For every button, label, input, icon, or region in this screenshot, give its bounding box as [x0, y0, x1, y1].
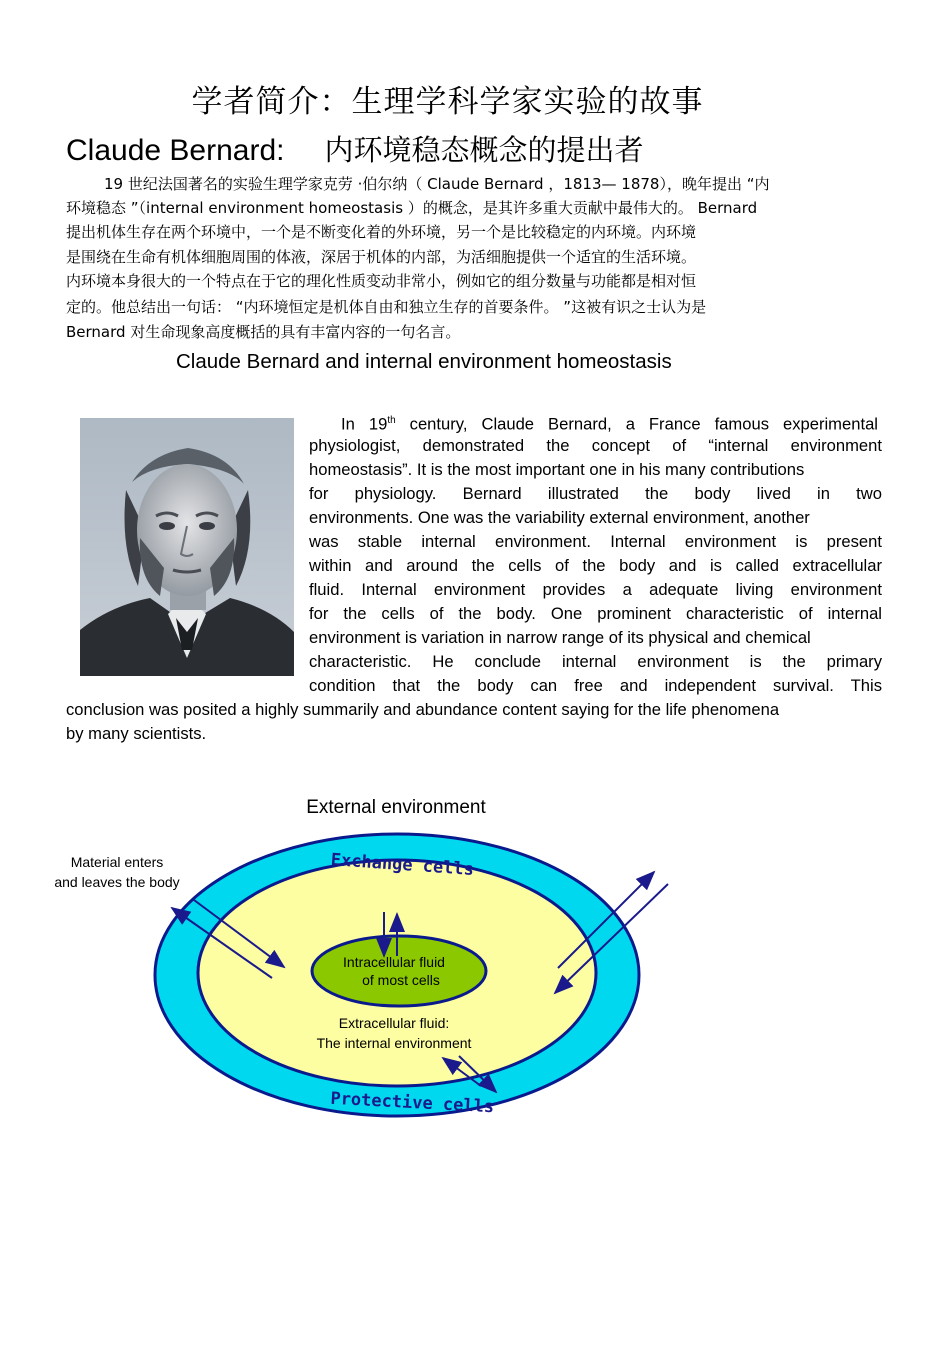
en-para-line-14: by many scientists.: [66, 724, 207, 743]
en-para-line-9: for the cells of the body. One prominent characteristic of internal: [309, 604, 882, 623]
intracellular-label-2: of most cells: [362, 972, 440, 988]
en-para-line-4: for physiology. Bernard illustrated the body lived in two: [309, 484, 882, 503]
en-para-line-5: environments. One was the variability external environment, another: [309, 508, 810, 527]
extracellular-label-2: The internal environment: [316, 1035, 472, 1051]
en-para-line-12: condition that the body can free and independent survival. This: [309, 676, 882, 695]
extracellular-label-1: Extracellular fluid:: [338, 1015, 450, 1031]
en-para-line-6: was stable internal environment. Internal environment is present: [309, 532, 882, 551]
intracellular-label-1: Intracellular fluid: [343, 954, 445, 970]
en-para-line-2: physiologist, demonstrated the concept of “internal environment: [309, 436, 882, 455]
en-para-line-8: fluid. Internal environment provides a adequate living environment: [309, 580, 882, 599]
intro-cn-line-4: 是围绕在生命有机体细胞周围的体液，深居于机体的内部，为活细胞提供一个适宜的生活环境。: [66, 248, 697, 266]
en-para-line-10: environment is variation in narrow range of its physical and chemical: [309, 628, 811, 647]
subtitle: [66, 128, 643, 169]
en-para-line-13: conclusion was posited a highly summarily and abundance content saying for the life phenomena: [66, 700, 780, 719]
intro-cn-line-2: 环境稳态 ”（internal environment homeostasis ）的概念，是其许多重大贡献中最伟大的。 Bernard: [66, 199, 758, 217]
en-para-line-11: characteristic. He conclude internal environment is the primary: [309, 652, 882, 671]
intro-cn-line-5: 内环境本身很大的一个特点在于它的理化性质变动非常小，例如它的组分数量与功能都是相对恒: [66, 272, 697, 290]
exchange-cells-label: Exchange cells: [330, 850, 475, 880]
external-environment-label: External environment: [306, 797, 486, 818]
material-label-1: Material enters: [70, 854, 164, 870]
page-title: 学者简介：生理学科学家实验的故事: [191, 84, 704, 120]
intracellular-fluid-area: [312, 936, 486, 1006]
protective-cells-label: Protective cells: [329, 1088, 495, 1118]
subtitle-cn: 内环境稳态概念的提出者: [324, 133, 644, 167]
intro-cn-line-1: 19 世纪法国著名的实验生理学家克劳 ·伯尔纳（ Claude Bernard ，1813— 1878），晚年提出 “内: [104, 175, 770, 193]
homeostasis-diagram: [40, 790, 700, 1130]
material-label-2: and leaves the body: [54, 874, 180, 890]
en-para-line-3: homeostasis”. It is the most important one in his many contributions: [309, 460, 805, 479]
intro-cn-line-3: 提出机体生存在两个环境中，一个是不断变化着的外环境，另一个是比较稳定的内环境。内环境: [66, 223, 697, 241]
section-heading: Claude Bernard and internal environment homeostasis: [176, 350, 672, 373]
en-para-line-7: within and around the cells of the body and is called extracellular: [309, 556, 882, 575]
en-para-line-1: In 19th century, Claude Bernard, a France famous experimental: [341, 414, 878, 434]
intro-cn-line-6: 定的。他总结出一句话： “内环境恒定是机体自由和独立生存的首要条件。 ”这被有识之士认为是: [66, 298, 707, 316]
intro-cn-line-7: Bernard 对生命现象高度概括的具有丰富内容的一句名言。: [66, 323, 461, 341]
portrait-image: [80, 418, 294, 676]
subtitle-name: Claude Bernard:: [66, 134, 285, 167]
